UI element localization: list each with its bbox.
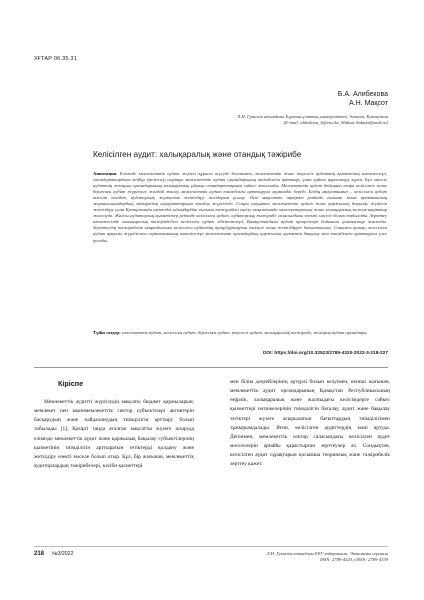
udc-code: ХҒТАР 06.35.31 bbox=[34, 56, 77, 62]
abstract bbox=[93, 171, 387, 244]
abstract-label: Аннотация. bbox=[93, 171, 118, 176]
affiliation-block bbox=[237, 114, 388, 127]
article-title: Келісілген аудит: халықаралық және отандық тәжірибе bbox=[93, 150, 302, 159]
abstract-text: Елімізде мемлекеттік аудит жүйесі құрыла түсуде болғанмен, мемлекеттік және тәуелсіз аудиттің қызметінің нәтижелері, стандарттардағы кейбір ережелер сыртқы мемлекеттік аудит органдарының тиімділігін арттыру үшін қайта қарастыру керек. Бұл мәселе аудиттің жоғарғы органдарының халықаралық ұйымы стандарттарына сәйкес жасалады. Мемлекеттік аудит бойынша өзара келісілген және бірлескен аудит жүргізуге жағдай жасау, мемлекеттік аудит тиімділігін арттыруға мүмкіндік береді. Біздің мақсатымыз – келісілген аудит тәсілін талдап, аудиторлық жұмысты жетілдіру жолдарын ұсыну. Осы мақсатта ақпарат ретінде ғылыми және практикалық жарияланымдардың мазмұндық ақпараттарына талдау жүргізілді. Соңғы уақытта мемлекеттік аудит және қаржылық бақылау жүйесін жетілдіру үшін Қазақстанда шетелдік ұйымдардан ғылыми тәжірибені енгізу мақсатында мемлекетаралық және халықаралық келісім-шарттар жасалуда. Жалпы аудиторлық қызметтер ретінде келісілген аудит, аудиторлық тәжірибе саласындағы өзекті мәселе болып табылады. Зерттеу нәтижесінде халықаралық тәжірибедегі келісілген аудит әдістемелері, Қазақстандағы аудит процестері бойынша ұсыныстар жасалды. Зерттеудің тәжірибелік маңыздылығы келісілген аудиттің процедураларын енгізуге және жетілдіруге бағытталған. Сонымен қатар, келісілген аудит арқылы жүргізілген сараптаманың нәтижелері мемлекеттік органдардың қаржылық қызметін бақылау мен тиімділігін арттыруға үлес қосады. bbox=[93, 171, 387, 243]
page-number: 218 bbox=[34, 551, 45, 557]
body-column-left: Мемлекеттік аудитті жүргізудің мақсаты бюджет қаржыларын, мемлекет пен квазимемлекеттік сектор субъектілері активтерін басқарудың және пайдаланудың тиімділігін арттыру болып табылады [1]. Қазіргі таңда аталған мақсатты жүзеге асыруда елімізде мемлекеттік аудит және қаржылық бақылау субъектілерінің қызметінің тиімділігін арттыратын тетіктерді қолдану және жетілдіру өзекті мәселе болып отыр. Бұл, бір жағынан, мемлекеттік аудиторлардың тәжірибелері, кәсіби қасиеттері bbox=[34, 399, 194, 470]
issue-number: №3/2022 bbox=[52, 551, 74, 557]
keywords-text: мемлекеттік аудит, келісілген аудит, бірлескен аудит, тәуелсіз аудит, халықаралық тәжірибе, жоғарғы аудит органдары. bbox=[120, 330, 368, 335]
author-block bbox=[338, 90, 388, 108]
journal-title: Л.Н. Гумилев атындағы ЕҰУ хабаршысы. Экономика сериясы bbox=[266, 551, 388, 556]
author-email: (E-mail: alibekova_b@enu.kz, Maksot.Aidana@mail.ru) bbox=[283, 120, 388, 126]
author-name: Б.А. Алибекова bbox=[337, 91, 388, 98]
author-name: А.Н. Мақсот bbox=[349, 100, 388, 107]
keywords bbox=[93, 330, 387, 336]
footer-divider bbox=[34, 546, 388, 547]
section-heading: Кіріспе bbox=[58, 379, 84, 388]
doi-link[interactable]: DOI: https://doi.org/10.32523/2789-4320-2022-3-218-227 bbox=[262, 351, 388, 356]
journal-info bbox=[266, 551, 388, 563]
journal-issn: ISSN: 2789-4320, eISSN: 2789-4339 bbox=[320, 557, 388, 563]
affiliation: Л.Н. Гумилев атындағы Еуразия ұлттық университеті, Астана, Қазақстан bbox=[237, 114, 388, 119]
body-column-right: мен білім деңгейлерінің әртүрлі болып келуімен, екінші жағынан, мемлекеттік аудит органдарының Қазақстан Республикасының өңірлік, халықаралық және жалпыдағы келісімдерге сәйкес қызметтері нәтижелерінің тиімділігін бағалау, аудит және бақылау тетіктері жүзеге асырылатын бағыттардың тиімділігімен тұжырымдалады. Яғни, келісілген аудиттердің мәні артуда. Дегенмен, мемлекеттік сектор саласындағы келісілген аудит мәселелерін арнайы қарастырған зерттеулер аз. Сондықтан, келісілген аудит сұрақтарын қосымша теориялық және тәжірибелік зерттеу қажет. bbox=[230, 379, 390, 468]
keywords-label: Түйін сөздер: bbox=[93, 330, 121, 335]
divider bbox=[34, 367, 388, 368]
